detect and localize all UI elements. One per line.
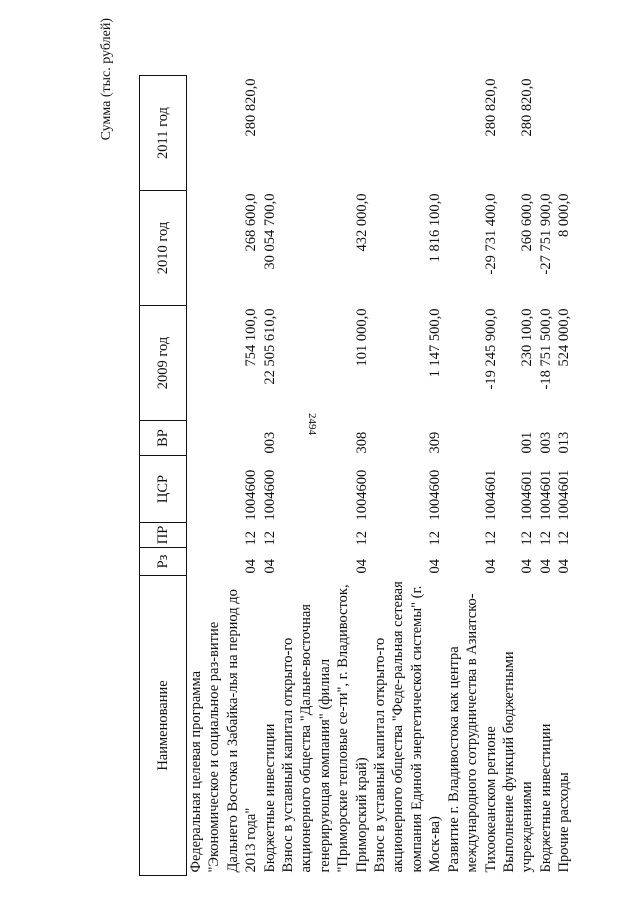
table-row [537,76,555,876]
csr-cell: 1004601 [556,469,573,521]
vr-cell: 001 [519,431,536,454]
pr-cell: 12 [519,531,536,546]
year-2011-cell: 280 820,0 [519,78,536,137]
pr-cell: 12 [261,531,278,546]
year-2010-cell: -29 731 400,0 [482,193,499,275]
year-2010-cell: 260 600,0 [519,193,536,252]
table-row [445,76,500,876]
year-2011-cell: 280 820,0 [243,78,260,137]
table-row [500,76,537,876]
rz-cell: 04 [353,559,370,574]
vr-cell: 003 [261,431,278,454]
pr-cell: 12 [556,531,573,546]
year-2010-cell: 1 816 100,0 [427,193,444,263]
row-name-cell: Прочие расходы [556,772,573,873]
year-2011-cell [371,76,445,191]
csr-cell: 1004601 [519,469,536,521]
row-name-cell: Взнос в уставный капитал открыто-го акционерного общества "Дальне-восточная генерирующая компания" (филиал "Приморские тепловые се-ти", г. Владивосток, Приморский край) [280,584,370,873]
pr-cell: 12 [427,531,444,546]
row-name-cell: Выполнение функций бюджетными учреждениями [500,651,536,873]
vr-cell [445,421,500,456]
year-2010-cell: 8 000,0 [556,193,573,237]
rotated-page-content [93,6,573,886]
year-2010-cell: -27 751 900,0 [537,193,554,275]
vr-cell: 003 [537,431,554,454]
table-header-row [140,76,187,876]
column-header: Наименование [140,576,187,876]
row-name-cell: Федеральная целевая программа "Экономическое и социальное раз-витие Дальнего Востока и Забайка-лья на период до 2013 года" [188,589,260,873]
rz-cell: 04 [537,559,554,574]
row-name-cell: Развитие г. Владивостока как центра международного сотрудничества в Азиатско-Тихоокеанском регионе [445,593,499,873]
column-header: 2009 год [140,306,187,421]
rz-cell: 04 [261,559,278,574]
csr-cell: 1004601 [537,469,554,521]
rz-cell: 04 [482,559,499,574]
csr-cell: 1004600 [427,469,444,521]
row-name-cell: Взнос в уставный капитал открыто-го акционерного общества "Феде-ральная сетевая компания Единой энергетической системы" (г. Моск-ва) [372,581,444,873]
year-2009-cell: 230 100,0 [519,308,536,367]
rz-cell: 04 [427,559,444,574]
csr-cell: 1004600 [243,469,260,521]
rz-cell: 04 [519,559,536,574]
year-2010-cell: 432 000,0 [353,193,370,252]
year-2011-cell: 280 820,0 [482,78,499,137]
rz-cell: 04 [556,559,573,574]
vr-cell: 013 [556,431,573,454]
units-label: Сумма (тыс. рублей) [99,18,114,141]
year-2009-cell: 101 000,0 [353,308,370,367]
year-2011-cell [537,76,555,191]
table-row [261,76,279,876]
csr-cell: 1004600 [353,469,370,521]
column-header: ЦСР [140,456,187,523]
vr-cell: 308 [353,431,370,454]
year-2009-cell: 1 147 500,0 [427,308,444,378]
pr-cell: 12 [482,531,499,546]
table-row [371,76,445,876]
year-2009-cell: -18 751 500,0 [537,308,554,390]
table-row [279,76,371,876]
pr-cell: 12 [537,531,554,546]
year-2011-cell [279,76,371,191]
column-header: 2010 год [140,191,187,306]
column-header: Рз [140,548,187,576]
vr-cell: 309 [427,431,444,454]
pr-cell: 12 [353,531,370,546]
csr-cell: 1004601 [482,469,499,521]
pr-cell: 12 [243,531,260,546]
year-2009-cell: 524 000,0 [556,308,573,367]
column-header: ПР [140,523,187,548]
year-2010-cell: 30 054 700,0 [261,193,278,270]
year-2010-cell: 268 600,0 [243,193,260,252]
page-number: 2494 [306,413,318,435]
year-2011-cell [261,76,279,191]
vr-cell [187,421,261,456]
year-2009-cell: 22 505 610,0 [261,308,278,385]
year-2011-cell [555,76,573,191]
rz-cell: 04 [243,559,260,574]
csr-cell: 1004600 [261,469,278,521]
row-name-cell: Бюджетные инвестиции [261,723,278,873]
table-row [187,76,261,876]
year-2009-cell: 754 100,0 [243,308,260,367]
budget-table [139,75,574,876]
year-2009-cell: -19 245 900,0 [482,308,499,390]
table-row [555,76,573,876]
column-header: ВР [140,421,187,456]
row-name-cell: Бюджетные инвестиции [537,723,554,873]
column-header: 2011 год [140,76,187,191]
